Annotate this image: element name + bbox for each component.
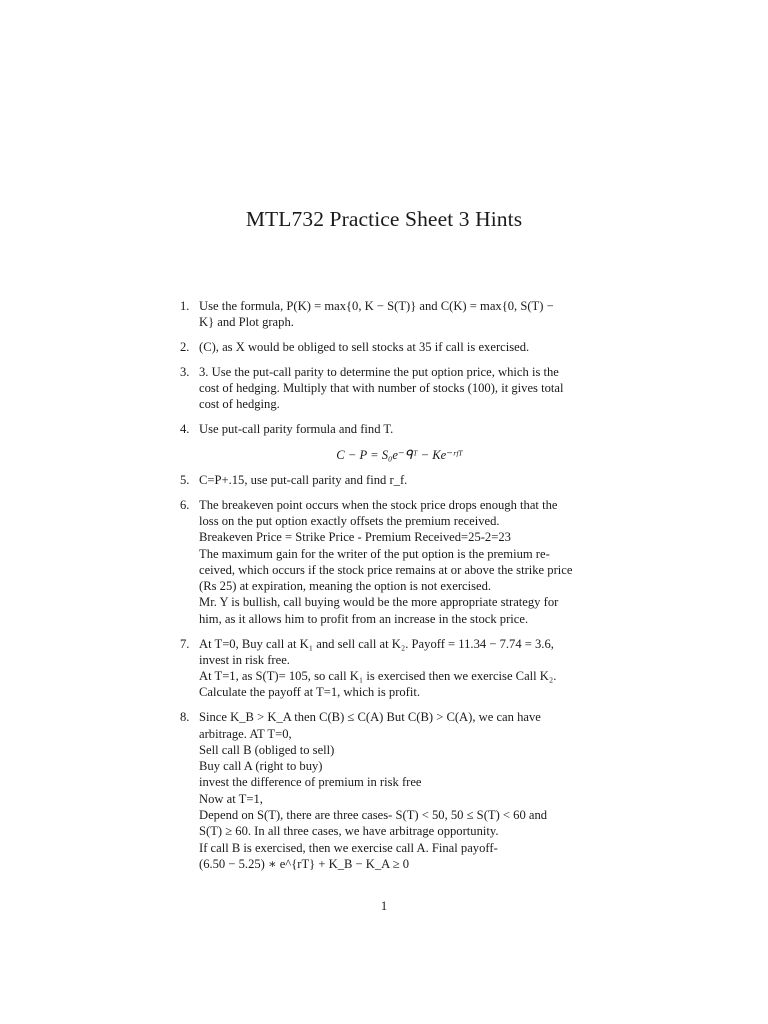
item-number: 1. bbox=[180, 299, 190, 313]
item-line: Mr. Y is bullish, call buying would be the more appropriate strategy for bbox=[199, 595, 559, 610]
item-line: At T=0, Buy call at K₁ and sell call at K₂. Payoff = 11.34 − 7.74 = 3.6, bbox=[199, 636, 554, 651]
item-number: 8. bbox=[180, 710, 190, 725]
item-line: (C), as X would be obliged to sell stocks at 35 if call is exercised. bbox=[199, 340, 530, 355]
item-line: cost of hedging. bbox=[199, 397, 280, 412]
item-number: 4. bbox=[180, 422, 190, 437]
item-line: Buy call A (right to buy) bbox=[199, 759, 323, 774]
item-line: The breakeven point occurs when the stock price drops enough that the bbox=[199, 497, 558, 512]
item-number: 3. bbox=[180, 364, 190, 379]
item-line: invest the difference of premium in risk free bbox=[199, 775, 422, 790]
item-line: Sell call B (obliged to sell) bbox=[199, 742, 335, 757]
item-line: cost of hedging. Multiply that with number of stocks (100), it gives total bbox=[199, 381, 564, 396]
item-line: (6.50 − 5.25) ∗ e^{rT} + K_B − K_A ≥ 0 bbox=[199, 856, 410, 871]
item-number: 6. bbox=[180, 497, 190, 512]
item-line: Now at T=1, bbox=[199, 791, 263, 806]
item-line: K} and Plot graph. bbox=[199, 315, 294, 330]
hint-item-4 bbox=[180, 421, 600, 463]
item-line: The maximum gain for the writer of the put option is the premium re- bbox=[199, 546, 550, 561]
item-line: invest in risk free. bbox=[199, 652, 290, 667]
item-line: Breakeven Price = Strike Price - Premium Received=25-2=23 bbox=[199, 530, 511, 545]
hints-list bbox=[180, 298, 600, 881]
page-number: 1 bbox=[380, 899, 388, 913]
hint-item-3 bbox=[180, 364, 600, 413]
hint-item-6 bbox=[180, 497, 600, 627]
put-call-parity-equation: C − P = S₀e⁻ᑫᵀ − Ke⁻ʳᶠᵀ bbox=[336, 447, 463, 462]
hint-item-8 bbox=[180, 709, 600, 872]
item-line: Use put-call parity formula and find T. bbox=[199, 422, 394, 437]
item-line: Calculate the payoff at T=1, which is profit. bbox=[199, 685, 421, 700]
item-line: If call B is exercised, then we exercise call A. Final payoff- bbox=[199, 840, 498, 855]
document-title: MTL732 Practice Sheet 3 Hints bbox=[245, 207, 523, 231]
item-line: C=P+.15, use put-call parity and find r_f. bbox=[199, 472, 408, 487]
item-line: Use the formula, P(K) = max{0, K − S(T)} and C(K) = max{0, S(T) − bbox=[199, 299, 554, 313]
item-line: him, as it allows him to profit from an increase in the stock price. bbox=[199, 611, 529, 626]
item-line: arbitrage. AT T=0, bbox=[199, 726, 292, 741]
item-number: 7. bbox=[180, 636, 190, 651]
item-line: (Rs 25) at expiration, meaning the option is not exercised. bbox=[199, 579, 492, 594]
hint-item-7 bbox=[180, 636, 600, 701]
hint-item-1 bbox=[180, 298, 600, 331]
hint-item-2 bbox=[180, 339, 600, 355]
item-line: At T=1, as S(T)= 105, so call K₁ is exercised then we exercise Call K₂. bbox=[199, 669, 557, 684]
item-number: 5. bbox=[180, 472, 190, 487]
item-line: Since K_B > K_A then C(B) ≤ C(A) But C(B) > C(A), we can have bbox=[199, 710, 541, 725]
item-line: 3. Use the put-call parity to determine the put option price, which is the bbox=[199, 364, 559, 379]
item-line: Depend on S(T), there are three cases- S(T) < 50, 50 ≤ S(T) < 60 and bbox=[199, 808, 548, 823]
item-line: ceived, which occurs if the stock price remains at or above the strike price bbox=[199, 562, 573, 577]
hint-item-5 bbox=[180, 472, 600, 488]
item-line: S(T) ≥ 60. In all three cases, we have arbitrage opportunity. bbox=[199, 824, 499, 839]
item-number: 2. bbox=[180, 340, 190, 355]
item-line: loss on the put option exactly offsets the premium received. bbox=[199, 513, 500, 528]
